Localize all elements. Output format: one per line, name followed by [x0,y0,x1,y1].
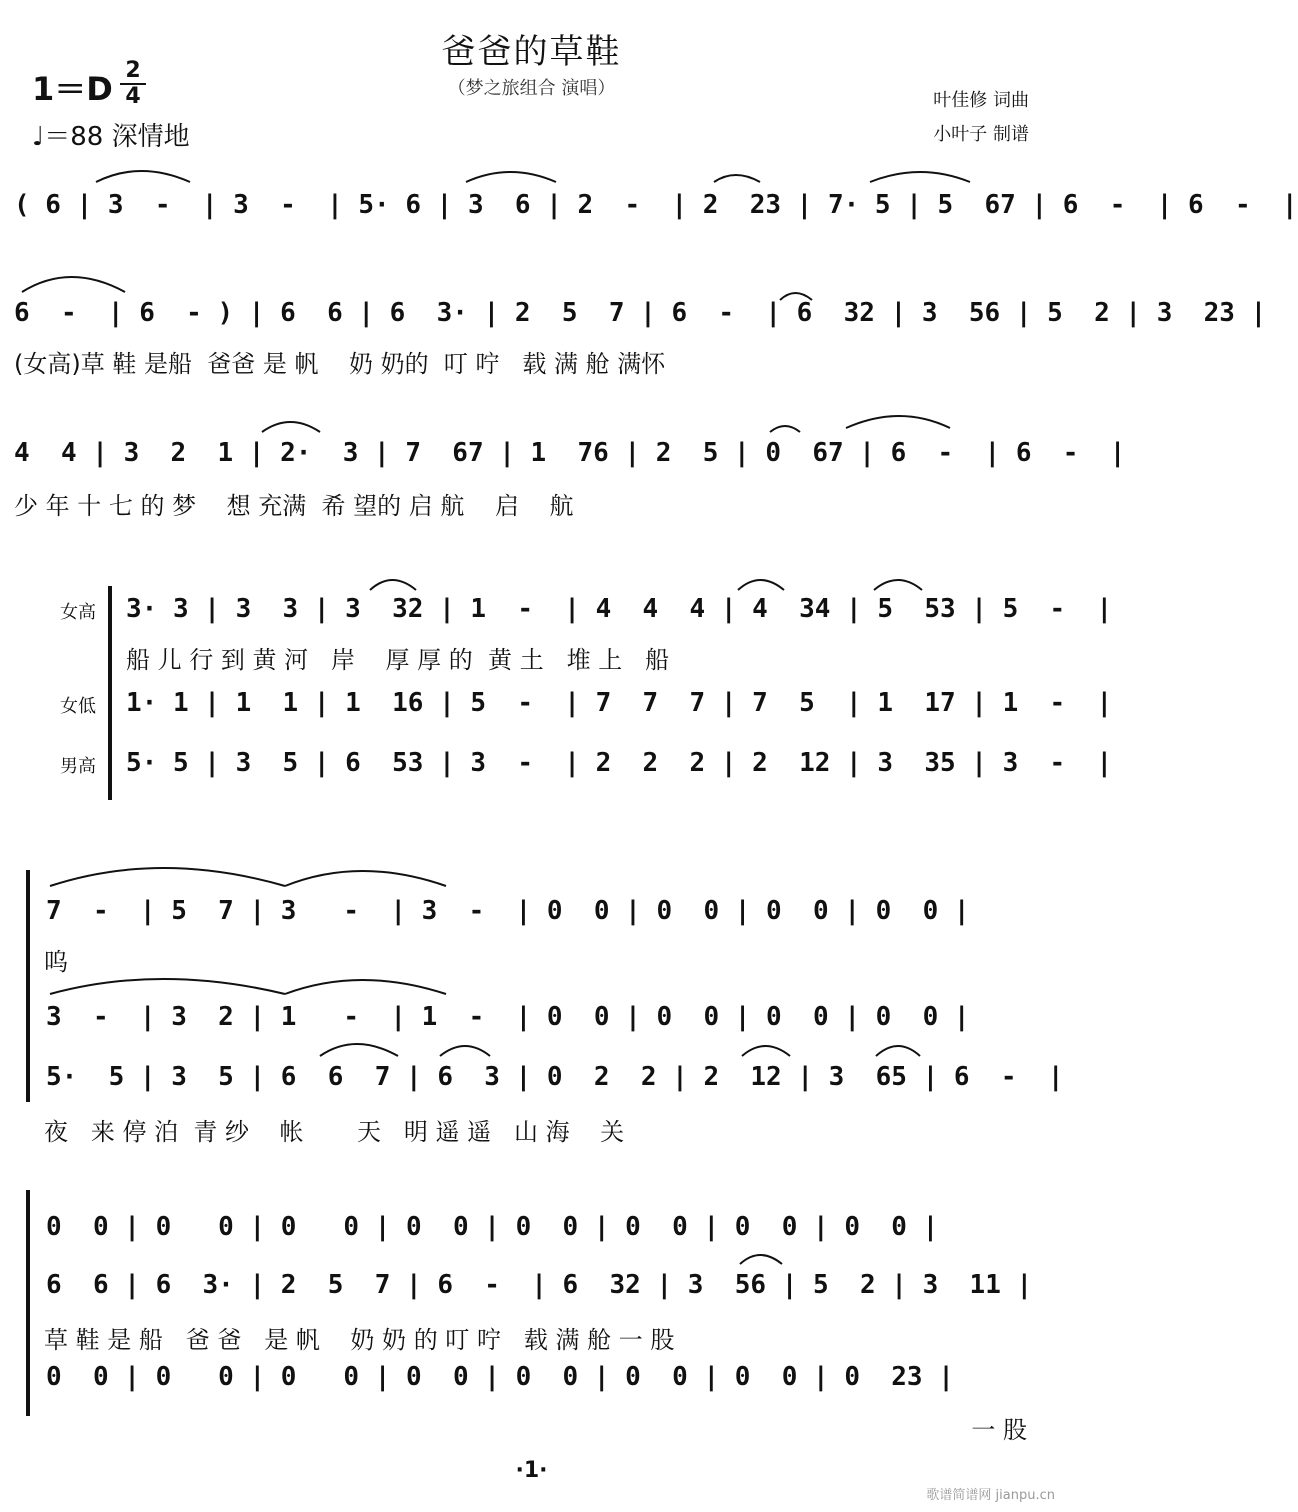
system-6-part2-lyrics: 草 鞋 是 船 爸 爸 是 帆 奶 奶 的 叮 咛 载 满 舱 一 股 [44,1326,675,1354]
song-title: 爸爸的草鞋 [441,32,622,72]
part-label-tenor: 男高 [60,756,96,777]
system-3-lyrics: 少 年 十 七 的 梦 想 充满 希 望的 启 航 启 航 [14,492,574,520]
system-5-part3-notes: 5· 5 | 3 5 | 6 6 7 | 6 3 | 0 2 2 | 2 12 | 3 65 | 6 - | [46,1062,1064,1092]
slur [770,426,800,432]
slur [50,979,285,994]
arranger-credit: 小叶子 制谱 [933,124,1029,145]
system-6-part3-notes: 0 0 | 0 0 | 0 0 | 0 0 | 0 0 | 0 0 | 0 0 | 0 23 | [46,1362,954,1392]
slur [262,422,320,432]
system-5-part1-notes: 7 - | 5 7 | 3 - | 3 - | 0 0 | 0 0 | 0 0 | 0 0 | [46,896,970,926]
slur [846,416,950,428]
system-4-soprano-lyrics: 船 儿 行 到 黄 河 岸 厚 厚 的 黄 土 堆 上 船 [126,646,670,674]
page-number: ·1· [515,1458,548,1483]
system-6-part2-notes: 6 6 | 6 3· | 2 5 7 | 6 - | 6 32 | 3 56 | 5 2 | 3 11 | [46,1270,1033,1300]
slur [370,580,416,590]
slur [742,1046,790,1056]
system-5-part2-notes: 3 - | 3 2 | 1 - | 1 - | 0 0 | 0 0 | 0 0 | 0 0 | [46,1002,970,1032]
performer-subtitle: （梦之旅组合 演唱） [447,78,616,99]
slur [22,277,125,292]
system-3-notes: 4 4 | 3 2 1 | 2· 3 | 7 67 | 1 76 | 2 5 | 0 67 | 6 - | 6 - | [14,438,1126,468]
time-top: 2 [125,58,141,83]
part-label-alto: 女低 [60,696,96,717]
slur [738,580,784,590]
slur [96,171,190,182]
slur [50,868,285,886]
slur [870,172,970,182]
system-1-notes: ( 6 | 3 - | 3 - | 5· 6 | 3 6 | 2 - | 2 23 | 7· 5 | 5 67 | 6 - | 6 - | [14,190,1298,220]
watermark-text: 歌谱简谱网 jianpu.cn [926,1488,1055,1503]
system-4-alto-notes: 1· 1 | 1 1 | 1 16 | 5 - | 7 7 7 | 7 5 | 1 17 | 1 - | [126,688,1113,718]
time-bottom: 4 [125,84,141,109]
composer-credit: 叶佳修 词曲 [933,90,1029,111]
part-label-soprano: 女高 [60,602,96,623]
slur [874,580,922,590]
system-4-soprano-notes: 3· 3 | 3 3 | 3 32 | 1 - | 4 4 4 | 4 34 | 5 53 | 5 - | [126,594,1113,624]
system-5-part3-lyrics: 夜 来 停 泊 青 纱 帐 天 明 遥 遥 山 海 关 [44,1118,625,1146]
slur [440,1046,490,1056]
slur [320,1044,398,1056]
system-2-notes: 6 - | 6 - ) | 6 6 | 6 3· | 2 5 7 | 6 - | 6 32 | 3 56 | 5 2 | 3 23 | [14,298,1267,328]
slur [466,172,556,182]
key-signature: 1＝D [32,70,113,108]
system-5-part1-lyrics: 呜 [44,948,68,976]
slur [714,175,760,182]
slur [740,1255,782,1264]
slur [780,293,812,300]
tempo-marking: ♩＝88 深情地 [32,122,190,152]
system-6-part1-notes: 0 0 | 0 0 | 0 0 | 0 0 | 0 0 | 0 0 | 0 0 | 0 0 | [46,1212,939,1242]
system-6-part3-lyrics: 一 股 [971,1416,1027,1444]
system-2-lyrics: (女高)草 鞋 是船 爸爸 是 帆 奶 奶的 叮 咛 载 满 舱 满怀 [14,350,666,378]
slur [285,871,446,886]
slur [285,980,446,994]
system-4-tenor-notes: 5· 5 | 3 5 | 6 53 | 3 - | 2 2 2 | 2 12 | 3 35 | 3 - | [126,748,1113,778]
slur [876,1046,920,1056]
